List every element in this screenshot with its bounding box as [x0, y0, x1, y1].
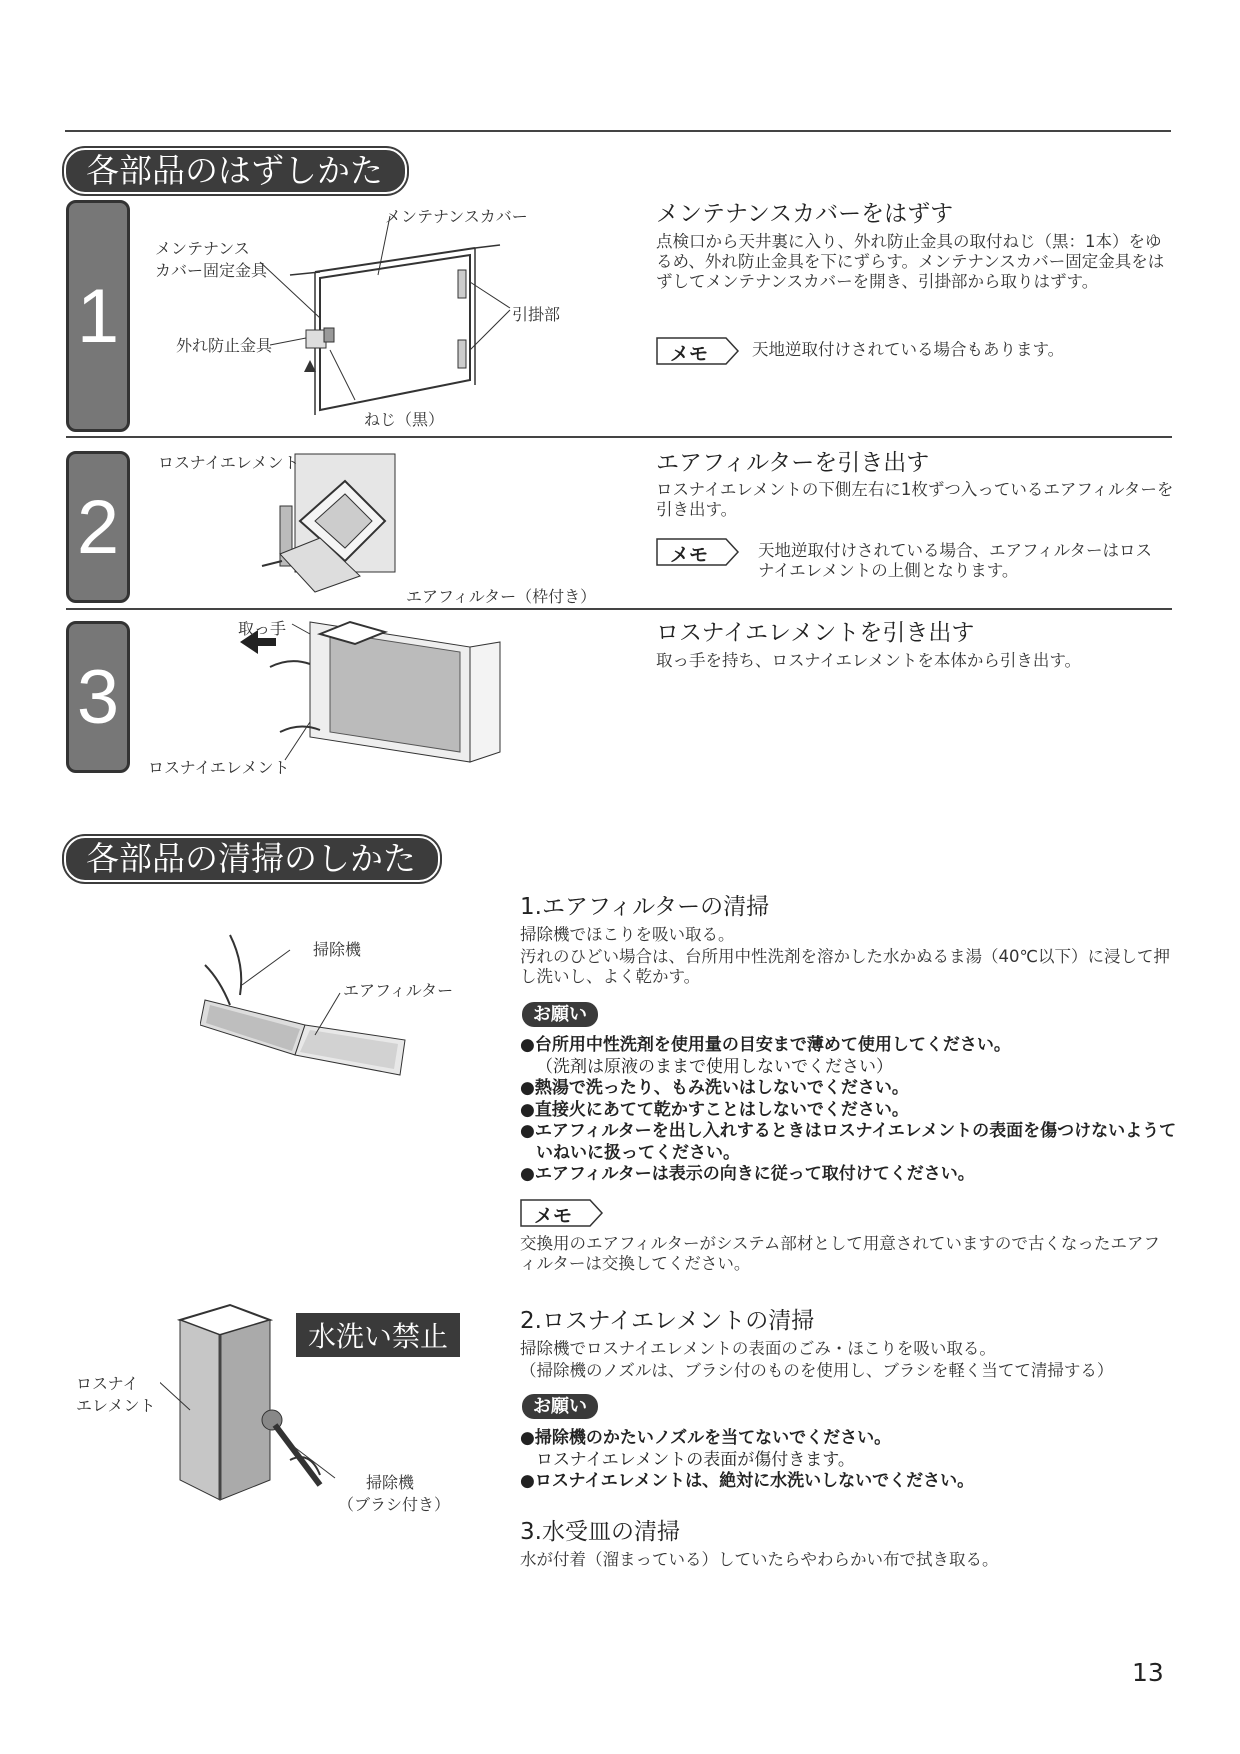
- page-number: 13: [1132, 1658, 1164, 1687]
- element-onegai-badge: お願い: [522, 1394, 598, 1419]
- filter-vacuum-illustration: [200, 925, 410, 1085]
- step-3-body: 取っ手を持ち、ロスナイエレメントを本体から引き出す。: [656, 651, 1082, 670]
- label-handle: 取っ手: [238, 619, 287, 638]
- step-1-tab: 1: [66, 200, 130, 432]
- label-hook: 引掛部: [512, 305, 561, 324]
- section-title-removal: 各部品のはずしかた: [64, 148, 407, 194]
- element-bullet-1: ●掃除機のかたいノズルを当てないでください。: [520, 1428, 892, 1448]
- memo-tag-label: メモ: [534, 1205, 573, 1227]
- filter-bullet-3: ●直接火にあてて乾かすことはしないでください。: [520, 1099, 909, 1120]
- label-brush: （ブラシ付き）: [338, 1495, 451, 1514]
- label-stopper: 外れ防止金具: [176, 336, 273, 355]
- label-element-step2: ロスナイエレメント: [158, 453, 300, 472]
- section-title-cleaning: 各部品の清掃のしかた: [64, 836, 440, 882]
- label-element-line2: エレメント: [76, 1396, 156, 1415]
- element-bullet-1-sub: ロスナイエレメントの表面が傷付きます。: [536, 1449, 855, 1470]
- step-2-heading: エアフィルターを引き出す: [656, 450, 930, 476]
- no-wash-label: 水洗い禁止: [296, 1313, 460, 1357]
- element-cleaning-heading: 2.ロスナイエレメントの清掃: [520, 1308, 815, 1334]
- drain-cleaning-heading: 3.水受皿の清掃: [520, 1519, 680, 1545]
- filter-memo-text: 交換用のエアフィルターがシステム部材として用意されていますので古くなったエアフィルターは交換してください。: [520, 1234, 1160, 1273]
- top-rule: [65, 130, 1171, 132]
- filter-cleaning-body-2: 汚れのひどい場合は、台所用中性洗剤を溶かした水かぬるま湯（40℃以下）に浸して押し洗いし、よく乾かす。: [520, 947, 1171, 986]
- label-element-line1: ロスナイ: [76, 1374, 139, 1393]
- step-2-memo-text: 天地逆取付けされている場合、エアフィルターはロスナイエレメントの上側となります。: [758, 541, 1153, 580]
- step-1-heading: メンテナンスカバーをはずす: [656, 201, 954, 227]
- drain-cleaning-body: 水が付着（溜まっている）していたらやわらかい布で拭き取る。: [520, 1550, 999, 1569]
- label-cover-bracket-2: カバー固定金具: [155, 261, 268, 280]
- label-maintenance-cover: メンテナンスカバー: [385, 207, 528, 226]
- filter-cleaning-heading: 1.エアフィルターの清掃: [520, 894, 770, 920]
- step-1-rule: [66, 436, 1172, 438]
- element-cleaning-body-1: 掃除機でロスナイエレメントの表面のごみ・ほこりを吸い取る。: [520, 1339, 996, 1358]
- step-2-body: ロスナイエレメントの下側左右に1枚ずつ入っているエアフィルターを引き出す。: [656, 480, 1174, 519]
- filter-bullet-5: ●エアフィルターは表示の向きに従って取付けてください。: [520, 1164, 975, 1184]
- step-3-tab: 3: [66, 621, 130, 773]
- label-vacuum-filter: 掃除機: [313, 940, 362, 959]
- element-cleaning-body-2: （掃除機のノズルは、ブラシ付のものを使用し、ブラシを軽く当てて清掃する）: [520, 1361, 1114, 1380]
- element-bullet-list: [520, 1428, 1180, 1493]
- filter-bullet-2: ●熱湯で洗ったり、もみ洗いはしないでください。: [520, 1078, 909, 1098]
- label-air-filter: エアフィルター: [343, 981, 454, 1000]
- label-screw: ねじ（黒）: [364, 410, 445, 429]
- step-3-heading: ロスナイエレメントを引き出す: [656, 620, 975, 646]
- filter-bullet-list: [520, 1035, 1180, 1186]
- step-1-memo: [656, 337, 1064, 365]
- step-1-memo-text: 天地逆取付けされている場合もあります。: [752, 340, 1065, 359]
- label-cover-bracket-1: メンテナンス: [155, 239, 250, 258]
- filter-bullet-4: ●エアフィルターを出し入れするときはロスナイエレメントの表面を傷つけないようていねいに扱ってください。: [520, 1121, 1177, 1163]
- step-2-tab: 2: [66, 451, 130, 603]
- element-bullet-2: ●ロスナイエレメントは、絶対に水洗いしないでください。: [520, 1471, 975, 1491]
- step-1-body: 点検口から天井裏に入り、外れ防止金具の取付ねじ（黒：1本）をゆるめ、外れ防止金具を下にずらす。メンテナンスカバー固定金具をはずしてメンテナンスカバーを開き、引掛部から取りはずす。: [656, 232, 1165, 291]
- step-2-memo: [656, 538, 1168, 581]
- filter-onegai-badge: お願い: [522, 1002, 598, 1027]
- filter-bullet-1: ●台所用中性洗剤を使用量の目安まで薄めて使用してください。: [520, 1035, 1011, 1055]
- label-vacuum-element: 掃除機: [366, 1473, 415, 1492]
- step-2-rule: [66, 608, 1172, 610]
- label-filter-frame: エアフィルター（枠付き）: [406, 587, 597, 606]
- label-element-step3: ロスナイエレメント: [148, 758, 290, 777]
- memo-tag-label: メモ: [670, 544, 709, 566]
- filter-cleaning-body-1: 掃除機でほこりを吸い取る。: [520, 925, 735, 944]
- memo-tag-label: メモ: [670, 343, 709, 365]
- filter-bullet-1-sub: （洗剤は原液のままで使用しないでください）: [536, 1056, 893, 1077]
- filter-memo: [520, 1199, 604, 1227]
